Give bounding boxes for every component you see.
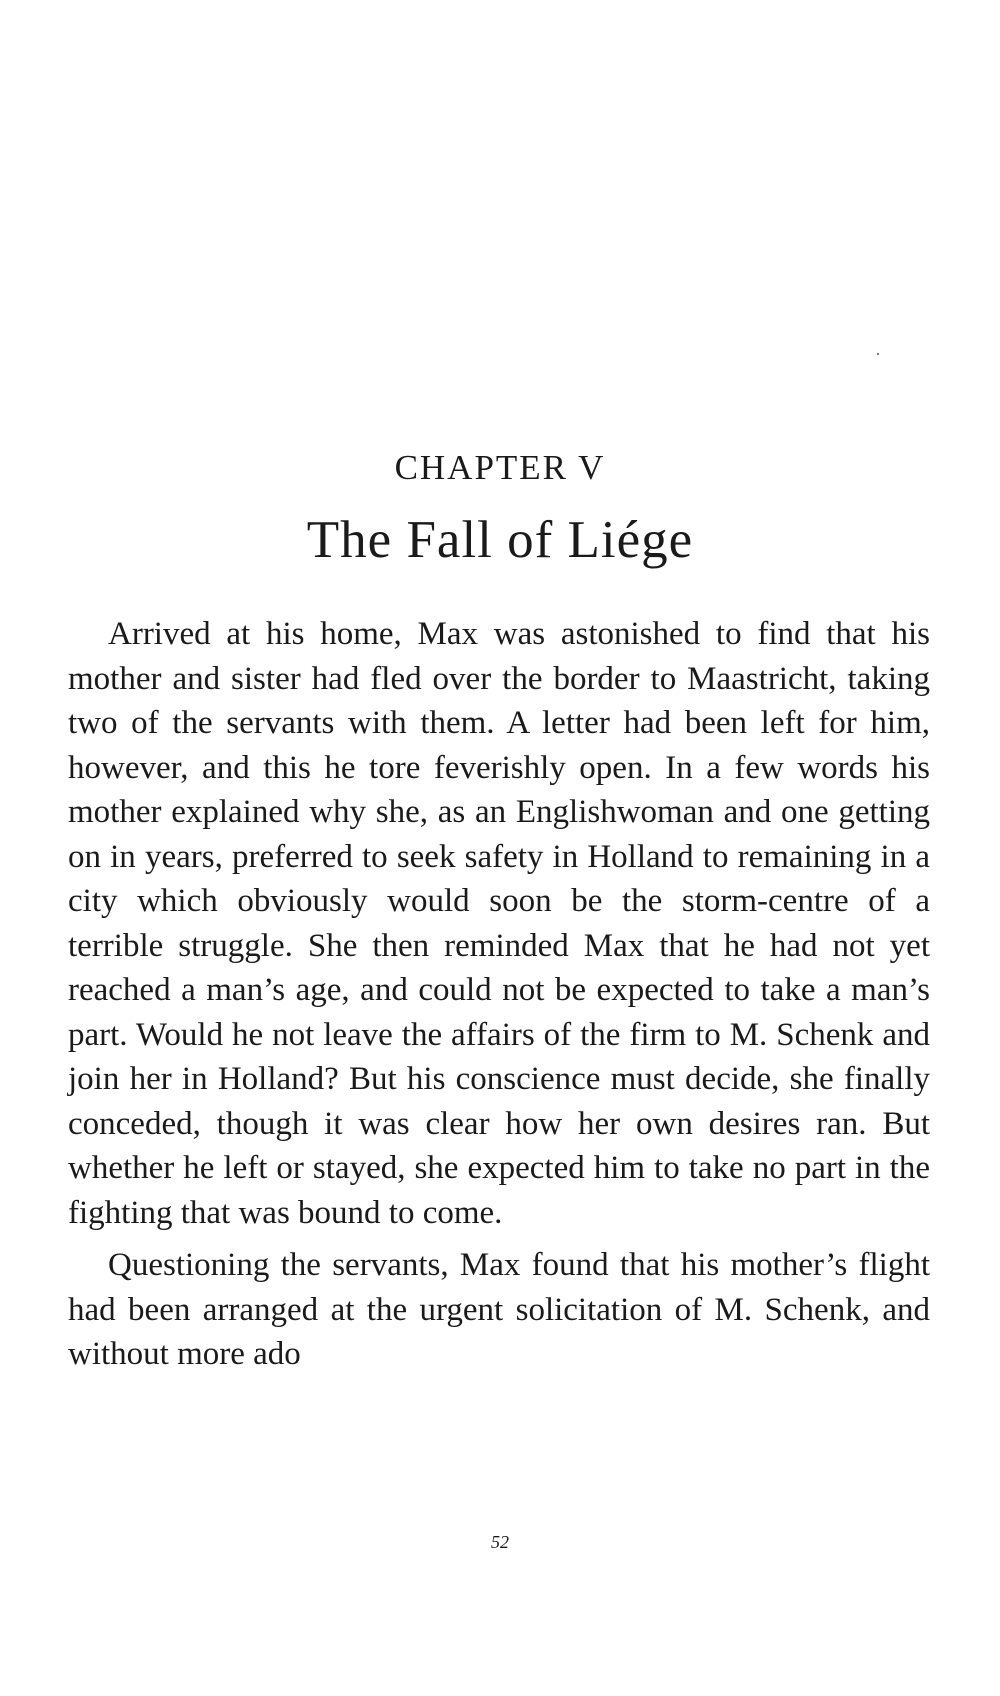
paragraph-2: Questioning the servants, Max found that his mother’s flight had been arranged at the urgent solicitation of M. Schenk, and without more ado — [68, 1247, 930, 1372]
chapter-label: CHAPTER V — [394, 448, 606, 487]
body-text — [68, 612, 930, 1385]
print-speck — [877, 353, 879, 355]
chapter-title: The Fall of Liége — [306, 511, 694, 569]
paragraph-1: Arrived at his home, Max was astonished to find that his mother and sister had fled over the border to Maastricht, taking two of the servants with them. A letter had been left for him, however, and this he tore feverishly open. In a few words his mother explained why she, as an Englishwoman and one getting on in years, preferred to seek safety in Holland to remaining in a city which obviously would soon be the storm-centre of a terrible struggle. She then reminded Max that he had not yet reached a man’s age, and could not be expected to take a man’s part. Would he not leave the affairs of the firm to M. Schenk and join her in Holland? But his conscience must decide, she finally conceded, though it was clear how her own desires ran. But whether he left or stayed, she expected him to take no part in the fighting that was bound to come. — [68, 616, 930, 1231]
page-number: 52 — [491, 1532, 509, 1552]
